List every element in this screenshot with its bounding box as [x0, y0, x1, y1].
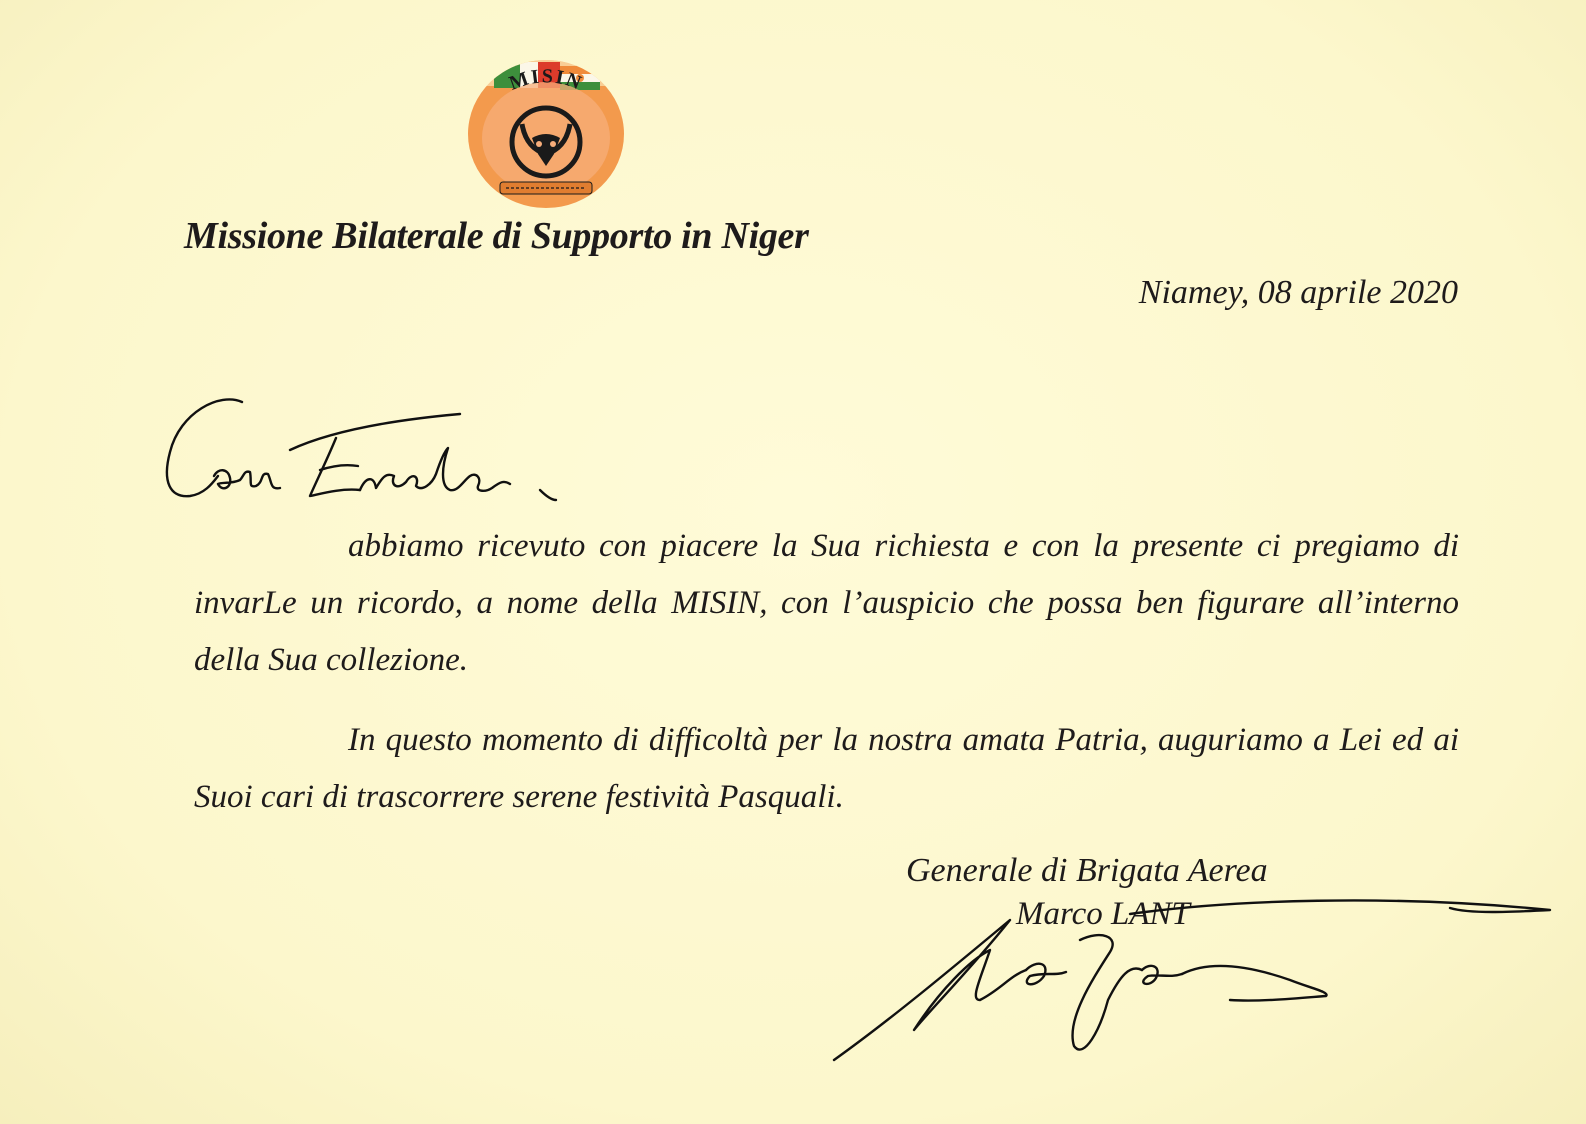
organization-title: Missione Bilaterale di Supporto in Niger	[184, 215, 809, 257]
body-paragraph-1: abbiamo ricevuto con piacere la Sua richiesta e con la presente ci pregiamo di invarLe un ricordo, a nome della MISIN, con l’auspicio che possa ben figurare all’interno della Sua collezione.	[194, 528, 1459, 678]
signer-name: Marco LANT	[1016, 896, 1190, 932]
signer-rank: Generale di Brigata Aerea	[906, 852, 1268, 889]
logo-text: MISIN	[506, 65, 587, 95]
handwritten-signature	[830, 880, 1570, 1080]
date-line: Niamey, 08 aprile 2020	[1138, 274, 1458, 311]
body-paragraph-2: In questo momento di difficoltà per la nostra amata Patria, auguriamo a Lei ed ai Suoi cari di trascorrere serene festività Pasquali.	[194, 722, 1459, 815]
misin-emblem-icon	[466, 58, 626, 210]
handwritten-salutation	[160, 392, 580, 522]
